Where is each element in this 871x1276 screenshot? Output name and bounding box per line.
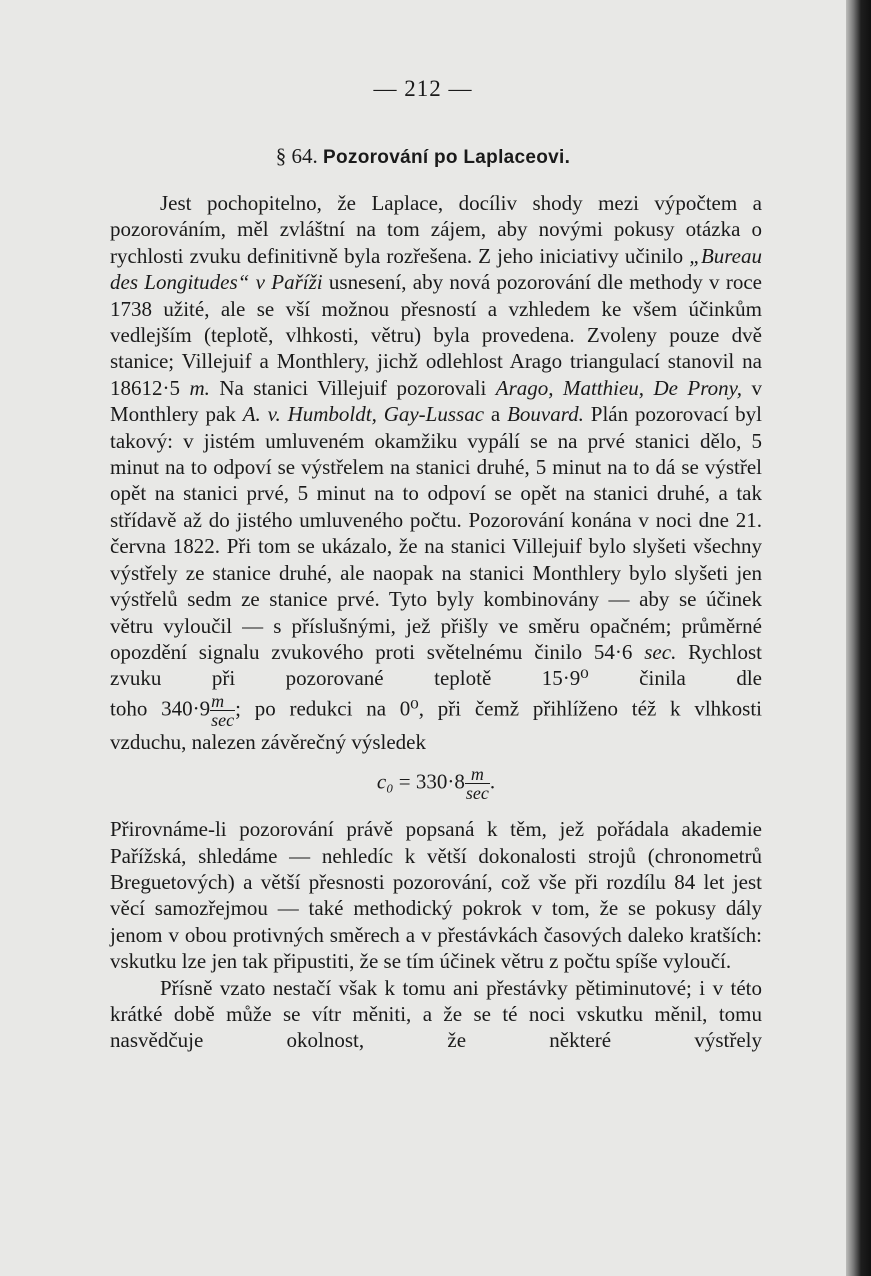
p1-text-f: Plán pozorovací byl takový: v jistém umluveném okamžiku vypálí se na prvé stanici dělo, 5 minut na to odpoví se výstřelem na stanici druhé, 5 minut na to dá se výstřel opět na stanici prvé, 5 minut na to odpoví se opět na stanici druhé, a tak střídavě až do jistého umluveného počtu. Pozorování konána v noci dne 21. června 1822. Při tom se ukázalo, že na stanici Villejuif bylo slyšeti všechny výstřely ze stanice druhé, ale naopak na stanici Monthlery bylo slyšeti jen výstřelů sedm ze stanice prvé. Tyto byly kombinovány — aby se účinek větru vyloučil — s příslušnými, jež přišly ve směru opačném; průměrné opozdění signalu zvukového proti světelnému činilo 54·6 — [110, 402, 762, 664]
formula1-numerator: m — [210, 692, 235, 711]
paragraph-1 — [110, 190, 762, 692]
formula2-lhs: c₀ — [376, 769, 394, 794]
observers-monthlery: A. v. Humboldt, Gay-Lussac — [242, 402, 485, 427]
p1-text-c: Na stanici Villejuif pozorovali — [209, 375, 496, 400]
formula1-fraction — [210, 692, 235, 729]
formula2-end: . — [489, 769, 496, 794]
p1-text-b: usnesení, aby nová pozorování dle methody v roce 1738 užité, ale se vší možnou přesností a vzhledem ke všem účinkům vedlejším (teplotě, vlhkosti, větru) byla provedena. Zvoleny pouze dvě stanice; Villejuif a Monthlery, jichž odlehlost Arago triangulací stanovil na 18612·5 — [110, 270, 762, 400]
formula2-value: = 330·8 — [393, 769, 465, 794]
body-text — [110, 190, 762, 1054]
bureau-name: „Bureau des Longitudes“ v Paříži — [110, 243, 762, 295]
observers-villejuif: Arago, Matthieu, De Prony, — [495, 375, 743, 400]
observer-bouvard: Bouvard. — [507, 402, 584, 427]
paragraph-3: Přísně vzato nestačí však k tomu ani přestávky pětiminutové; i v této krátké době může se vítr měniti, a že se té noci vskutku měnil, tomu nasvědčuje okolnost, že některé výstřely — [110, 975, 762, 1053]
p1-text-a: Jest pochopitelno, že Laplace, docíliv shody mezi výpočtem a pozorováním, měl zvláštní na tom zájem, aby novými pokusy otázka o rychlosti zvuku definitivně byla rozřešena. Z jeho iniciativy učinilo — [110, 191, 762, 268]
paragraph-2: Přirovnáme-li pozorování právě popsaná k těm, jež pořádala akademie Pařížská, shledáme — nehledíc k větší dokonalosti strojů (chronometrů Breguetových) a větší přesnosti pozorování, což vše při rozdílu 84 let jest věcí samozřejmou — také methodický pokrok v tom, že se pokusy dály jenom v obou protivných směrech a v přestávkách časových daleko kratších: vskutku lze jen tak připustiti, že se tím účinek větru z počtu spíše vyloučí. — [110, 817, 762, 974]
formula2-denominator: sec — [465, 783, 489, 804]
formula1-text: ; po redukci na 0⁰, při čemž přihlíženo též k vlhkosti — [235, 696, 763, 721]
unit-m: m. — [189, 375, 210, 400]
unit-sec: sec. — [644, 639, 677, 664]
page-number: — 212 — — [373, 76, 473, 101]
section-title: Pozorování po Laplaceovi. — [323, 147, 571, 168]
section-mark: § 64. — [275, 144, 318, 168]
formula2-fraction — [465, 765, 490, 802]
formula-display — [110, 765, 762, 802]
formula1-denominator: sec — [211, 709, 235, 730]
p1-text-e: a — [484, 402, 508, 427]
section-heading — [0, 144, 846, 169]
page-edge-shadow — [846, 0, 871, 1276]
formula-line-1 — [110, 692, 762, 729]
formula2-numerator: m — [465, 765, 490, 784]
line-after-formula: vzduchu, nalezen závěrečný výsledek — [110, 729, 427, 754]
p1-text-g: Rychlost zvuku při pozorované teplotě 15·9⁰ činila dle — [110, 639, 762, 691]
p1-text-d: v Monthlery pak — [110, 375, 763, 427]
formula1-value: toho 340·9 — [110, 696, 211, 721]
